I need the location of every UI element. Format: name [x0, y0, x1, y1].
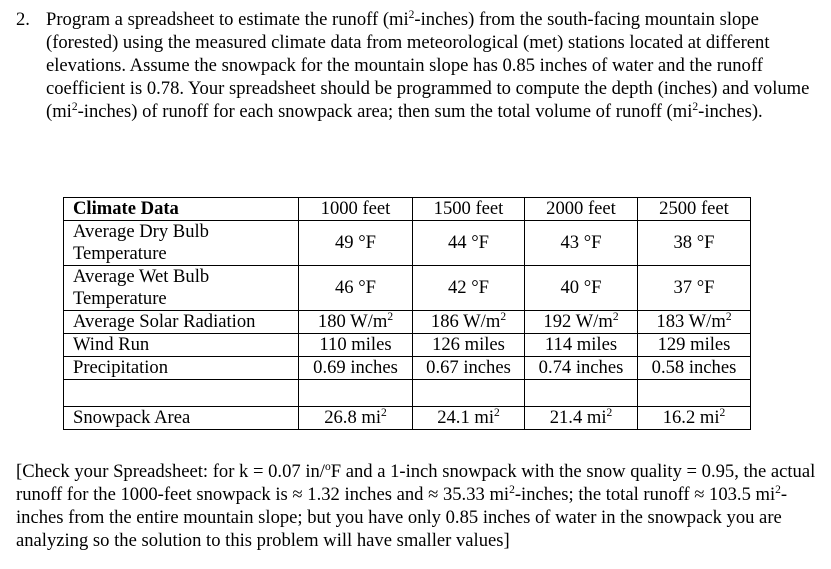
table-cell: 0.58 inches — [638, 357, 751, 380]
table-cell: 38 °F — [638, 221, 751, 266]
row-label: Precipitation — [64, 357, 299, 380]
superscript: 2 — [775, 484, 781, 497]
table-cell: 40 °F — [525, 266, 638, 311]
check-note — [16, 460, 816, 552]
table-cell: 42 °F — [413, 266, 525, 311]
degree-superscript: o — [324, 461, 331, 474]
table-row — [64, 221, 751, 266]
column-header: 2500 feet — [638, 198, 751, 221]
problem-statement — [16, 8, 816, 123]
table-row — [64, 357, 751, 380]
table-cell: 21.4 $mi^2$ — [525, 407, 638, 430]
snowpack-row — [64, 407, 751, 430]
row-label: Average Dry Bulb Temperature — [64, 221, 299, 266]
table-cell: 44 °F — [413, 221, 525, 266]
table-row — [64, 266, 751, 311]
table-cell: 0.67 inches — [413, 357, 525, 380]
table-cell: 114 miles — [525, 334, 638, 357]
row-label: Wind Run — [64, 334, 299, 357]
check-text-part: [Check your Spreadsheet: for k = 0.07 in/ — [16, 461, 325, 482]
table-row — [64, 311, 751, 334]
problem-text-part: -inches). — [698, 101, 763, 122]
table-cell: 49 °F — [299, 221, 413, 266]
table-cell: 183 $W/m^2$ — [638, 311, 751, 334]
column-header: 2000 feet — [525, 198, 638, 221]
row-label: Average Wet Bulb Temperature — [64, 266, 299, 311]
problem-number: 2. — [16, 9, 30, 30]
table-cell: 46 °F — [299, 266, 413, 311]
table-cell: 180 $W/m^2$ — [299, 311, 413, 334]
table-cell: 16.2 $mi^2$ — [638, 407, 751, 430]
check-text-part: -inches; the total runoff ≈ 103.5 mi — [514, 484, 776, 505]
table-cell: 186 $W/m^2$ — [413, 311, 525, 334]
column-header: 1500 feet — [413, 198, 525, 221]
table-cell: 192 $W/m^2$ — [525, 311, 638, 334]
problem-text-part: -inches) of runoff for each snowpack area; then sum the total volume of runoff (mi — [77, 101, 693, 122]
check-text-part: F and a 1-inch snowpack with the snow quality = 0.95, the actual runoff for the 1000-feet snowpack is ≈ 1.32 inches and ≈ 35.33 mi — [16, 461, 816, 505]
problem-text-part: Program a spreadsheet to estimate the runoff (mi — [46, 9, 409, 30]
row-label: Snowpack Area — [64, 407, 299, 430]
table-cell: 24.1 $mi^2$ — [413, 407, 525, 430]
table-cell: 26.8 $mi^2$ — [299, 407, 413, 430]
column-header: 1000 feet — [299, 198, 413, 221]
table-spacer-row — [64, 380, 751, 407]
table-cell: 126 miles — [413, 334, 525, 357]
superscript: 2 — [692, 101, 699, 114]
problem-text-part: -inches) from the south-facing mountain slope (forested) using the measured climate data from meteorological (met) stations located at different elevations. Assume the snowpack for the mountain slope has 0.85 inches of water and the runoff coefficient is 0.78. Your spreadsheet should be programmed to compute the depth (inches) and volume (mi — [46, 9, 810, 122]
table-row — [64, 334, 751, 357]
climate-data-table — [63, 197, 751, 430]
row-label: Average Solar Radiation — [64, 311, 299, 334]
superscript: 2 — [509, 484, 515, 497]
table-cell: 43 °F — [525, 221, 638, 266]
table-header-row — [64, 198, 751, 221]
superscript: 2 — [408, 9, 415, 22]
problem-text — [46, 8, 816, 123]
table-cell: 0.69 inches — [299, 357, 413, 380]
table-cell: 37 °F — [638, 266, 751, 311]
table-cell: 129 miles — [638, 334, 751, 357]
superscript: 2 — [71, 101, 78, 114]
check-text-part: -inches from the entire mountain slope; but you have only 0.85 inches of water in the snowpack you are analyzing so the solution to this problem will have smaller values] — [16, 484, 788, 551]
table-cell: 110 miles — [299, 334, 413, 357]
table-header-label: Climate Data — [64, 198, 299, 221]
table-cell: 0.74 inches — [525, 357, 638, 380]
